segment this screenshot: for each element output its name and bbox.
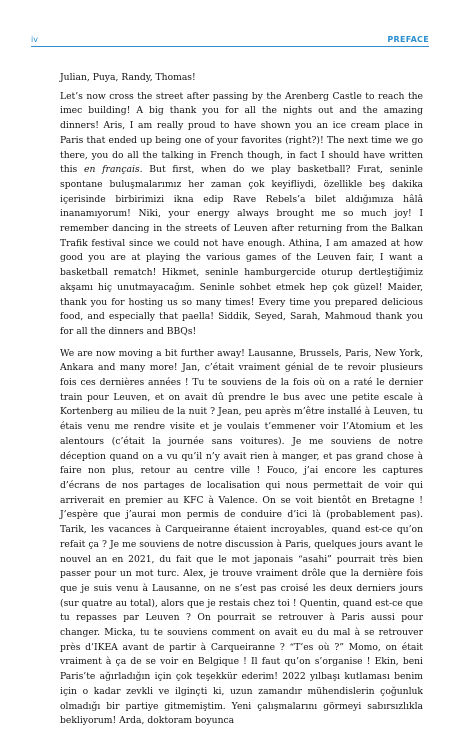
header-rule (31, 46, 429, 47)
paragraph-1 (60, 90, 423, 340)
paragraph-1-part-1: Let’s now cross the street after passing by the Arenberg Castle to reach the imec building! A big thank you for all the nights out and the amazing dinners! Aris, I am really proud to have shown you an ice cream place in Paris that ended up being one of your favorites (right?)! The next time we go there, you do all the talking in French though, in fact I should have written this (60, 90, 423, 176)
body-text (60, 71, 423, 729)
page-number: iv (31, 35, 38, 44)
running-header (31, 35, 429, 49)
paragraph-2: We are now moving a bit further away! Lausanne, Brussels, Paris, New York, Ankara and many more! Jan, c’était vraiment génial de te revoir plusieurs fois ces dernières années ! Tu te souviens de la fois où on a raté le dernier train pour Leuven, et on avait dû prendre le bus avec une petite escale à Kortenberg au milieu de la nuit ? Jean, peu après m’être installé à Leuven, tu étais venu me rendre visite et je voulais t’emmener voir l’Atomium et les alentours (c’était la journée sans voitures). Je me souviens de notre déception quand on a vu qu’il n’y avait rien à manger, et pas grand chose à faire non plus, retour au centre ville ! Fouco, j’ai encore les captures d’écrans de nos partages de localisation qui nous permettait de voir qui arriverait en premier au KFC à Valence. On se voit bientôt en Bretagne ! J’espère que j’aurai mon permis de conduire d’ici là (probablement pas). Tarik, les vacances à Carqueiranne étaient incroyables, quand est-ce qu’on refait ça ? Je me souviens de notre discussion à Paris, quelques jours avant le nouvel an en 2021, du fait que le mot japonais “asahi” pourrait très bien passer pour un mot turc. Alex, je trouve vraiment drôle que la dernière fois que je suis venu à Lausanne, on ne s’est pas croisé les deux derniers jours (sur quatre au total), alors que je restais chez toi ! Quentin, quand est-ce que tu repasses par Leuven ? On pourrait se retrouver à Paris aussi pour changer. Micka, tu te souviens comment on avait eu du mal à se retrouver près d’IKEA avant de partir à Carqueiranne ? “T’es où ?” Momo, on était vraiment à ça de se voir en Belgique ! Il faut qu’on s’organise ! Ekin, beni Paris’te ağırladığın için çok teşekkür ederim! 2022 yılbaşı kutlaması benim için o kadar zevkli ve ilginçti ki, uzun zamandır mühendislerin çoğunluk olmadığı bir partiye gitmemiştim. Yeni çalışmalarını görmeyi sabırsızlıkla bekliyorum! Arda, doktoram boyunca (60, 347, 423, 727)
paragraph-gap (60, 340, 423, 347)
greeting-line: Julian, Puya, Randy, Thomas! (60, 72, 196, 83)
chapter-title: PREFACE (387, 35, 429, 44)
paragraph-1-emphasis: en français (84, 164, 140, 176)
paragraph-1-part-2: . But first, when do we play basketball? Fırat, seninle spontane buluşmalarımız her zaman çok keyifliydi, özellikle beş dakika içerisinde birbirimizi ikna edip Rave Rebels’a bilet aldığımıza hâlâ inanamıyorum! Niki, your energy always brought me so much joy! I remember dancing in the streets of Leuven after returning from the Balkan Trafik festival since we could not have enough. Athina, I am amazed at how good you are at playing the various games of the Leuven fair, I want a basketball rematch! Hikmet, seninle hamburgercide oturup dertleştiğimiz akşamı hiç unutmayacağım. Seninle sohbet etmek hep çok güzel! Maider, thank you for hosting us so many times! Every time you prepared delicious food, and especially that paella! Siddik, Seyed, Sarah, Mahmoud thank you for all the dinners and BBQs! (60, 164, 423, 337)
